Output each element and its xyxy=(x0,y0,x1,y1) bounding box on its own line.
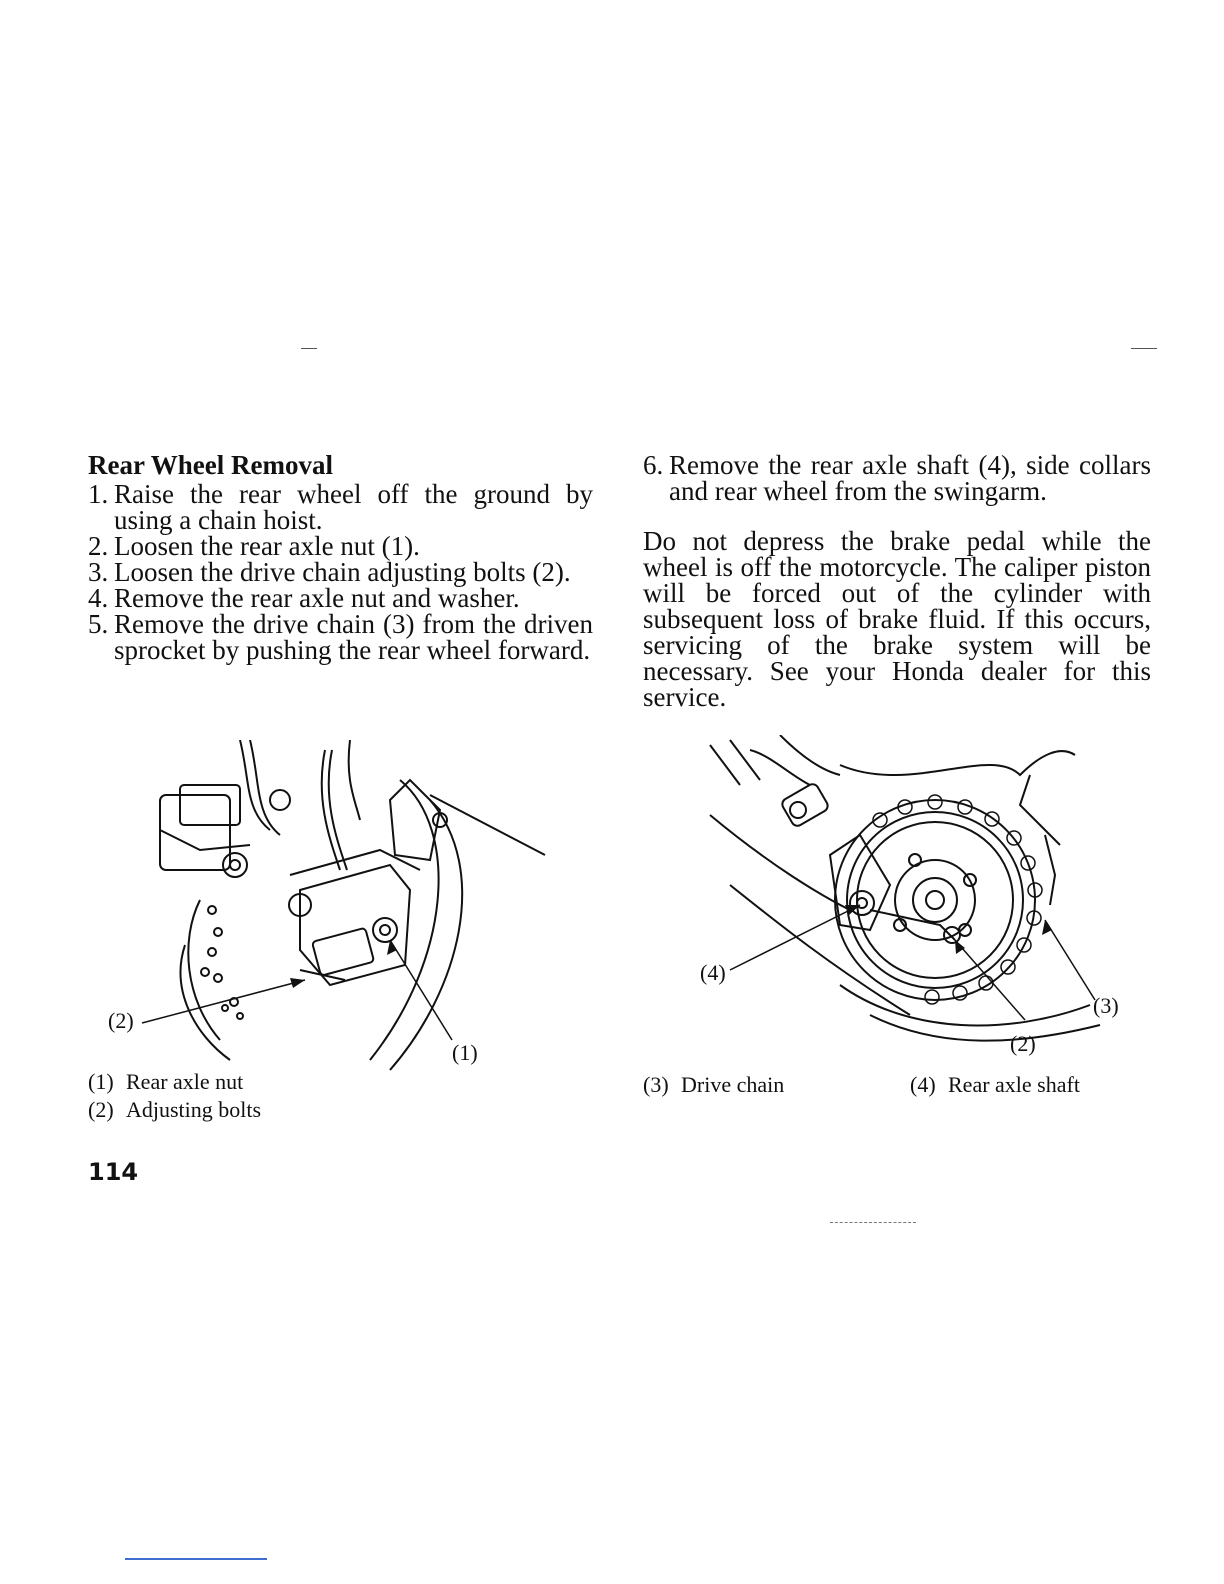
scan-artifact-blue-line xyxy=(125,1558,267,1560)
caption-item: (3) Drive chain xyxy=(643,1072,785,1097)
chain-axle-illustration xyxy=(690,735,1140,1065)
brake-warning-note: Do not depress the brake pedal while the wheel is off the motorcycle. The caliper piston will be forced out of the cylinder with subsequent loss of brake fluid. If this occurs, servicing of the brake system will be necessary. See your Honda dealer for this service. xyxy=(643,526,1151,712)
crop-mark-left xyxy=(301,348,317,349)
callout-adjusting-bolts: (2) xyxy=(1010,1031,1036,1056)
page-number: 114 xyxy=(88,1158,139,1186)
callout-adjusting-bolts: (2) xyxy=(108,1008,134,1033)
callout-rear-axle-shaft: (4) xyxy=(700,960,726,985)
callout-drive-chain: (3) xyxy=(1093,993,1119,1018)
section-title: Rear Wheel Removal xyxy=(88,450,333,480)
right-figure-captions xyxy=(643,1071,1143,1099)
right-column xyxy=(643,452,1151,710)
step-item: 2. Loosen the rear axle nut (1). xyxy=(88,531,420,561)
steps-list-continued xyxy=(643,452,1151,504)
left-column xyxy=(88,452,593,663)
step-item: 4. Remove the rear axle nut and washer. xyxy=(88,583,520,613)
caption-item: (1) Rear axle nut xyxy=(88,1069,244,1094)
steps-list xyxy=(88,481,593,663)
caliper-axle-illustration xyxy=(100,740,560,1080)
caption-item: (4) Rear axle shaft xyxy=(910,1072,1080,1097)
step-item: 3. Loosen the drive chain adjusting bolts (2). xyxy=(88,557,571,587)
step-item: 1. Raise the rear wheel off the ground by using a chain hoist. xyxy=(88,479,593,535)
caption-item: (2) Adjusting bolts xyxy=(88,1097,262,1122)
step-item: 5. Remove the drive chain (3) from the driven sprocket by pushing the rear wheel forward. xyxy=(88,609,593,665)
crop-mark-right xyxy=(1131,348,1157,349)
callout-rear-axle-nut: (1) xyxy=(452,1040,478,1065)
scan-artifact-line xyxy=(830,1222,916,1223)
left-figure-captions xyxy=(88,1068,261,1124)
step-item: 6. Remove the rear axle shaft (4), side collars and rear wheel from the swingarm. xyxy=(643,450,1151,506)
